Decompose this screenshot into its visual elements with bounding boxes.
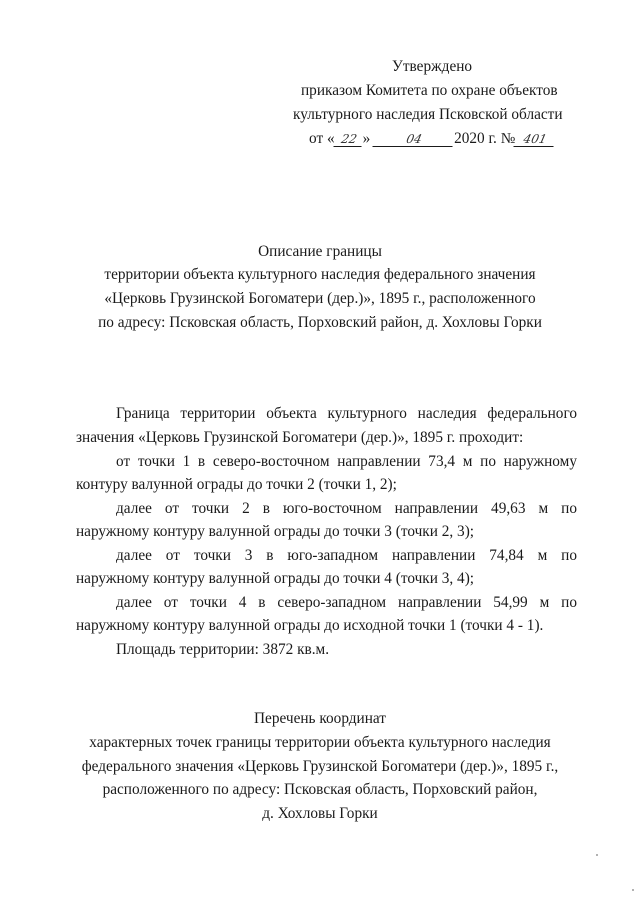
- coords-title-line-2: характерных точек границы территории объекта культурного наследия: [89, 734, 551, 751]
- paragraph-4-line-1: далее от точки 3 в юго-западном направлении 74,84 м по: [116, 547, 577, 564]
- scan-speck: [632, 889, 634, 891]
- description-title-line-4: по адресу: Псковская область, Порховский район, д. Хохловы Горки: [98, 314, 542, 331]
- paragraph-1-line-2: значения «Церковь Грузинской Богоматери (дер.)», 1895 г. проходит:: [76, 429, 524, 446]
- description-title-line-2: территории объекта культурного наследия федерального значения: [104, 266, 536, 283]
- paragraph-5-line-1: далее от точки 4 в северо-западном направлении 54,99 м по: [116, 594, 577, 611]
- handwritten-month: 04: [372, 132, 455, 147]
- paragraph-3-line-1: далее от точки 2 в юго-восточном направлении 49,63 м по: [116, 500, 577, 517]
- coords-title-line-5: д. Хохловы Горки: [262, 805, 378, 822]
- approval-line-2: приказом Комитета по охране объектов: [301, 82, 558, 99]
- description-title-line-3: «Церковь Грузинской Богоматери (дер.)», 1895 г., расположенного: [104, 290, 536, 307]
- scan-speck: [596, 854, 598, 856]
- date-prefix: от «: [309, 130, 335, 147]
- description-title: Описание границы: [258, 243, 382, 260]
- coords-title: Перечень координат: [254, 710, 386, 727]
- approval-heading: Утверждено: [392, 58, 473, 75]
- paragraph-4-line-2: наружному контуру валунной ограды до точки 4 (точки 3, 4);: [76, 570, 475, 587]
- paragraph-3-line-2: наружному контуру валунной ограды до точки 3 (точки 2, 3);: [76, 523, 475, 540]
- paragraph-5-line-2: наружному контуру валунной ограды до исходной точки 1 (точки 4 - 1).: [76, 617, 544, 634]
- approval-line-3: культурного наследия Псковской области: [293, 106, 563, 123]
- handwritten-number: 401: [514, 132, 557, 147]
- coords-title-line-3: федерального значения «Церковь Грузинской Богоматери (дер.)», 1895 г.,: [81, 758, 559, 775]
- area-line: Площадь территории: 3872 кв.м.: [116, 641, 330, 658]
- date-mid: »: [362, 130, 371, 147]
- coords-title-line-4: расположенного по адресу: Псковская область, Порховский район,: [102, 781, 538, 798]
- date-year: 2020 г. №: [454, 130, 516, 147]
- handwritten-day: 22: [333, 132, 364, 147]
- paragraph-1-line-1: Граница территории объекта культурного наследия федерального: [116, 405, 577, 422]
- paragraph-2-line-2: контуру валунной ограды до точки 2 (точки 1, 2);: [76, 476, 397, 493]
- paragraph-2-line-1: от точки 1 в северо-восточном направлении 73,4 м по наружному: [116, 453, 577, 470]
- approval-date-line: [309, 130, 555, 148]
